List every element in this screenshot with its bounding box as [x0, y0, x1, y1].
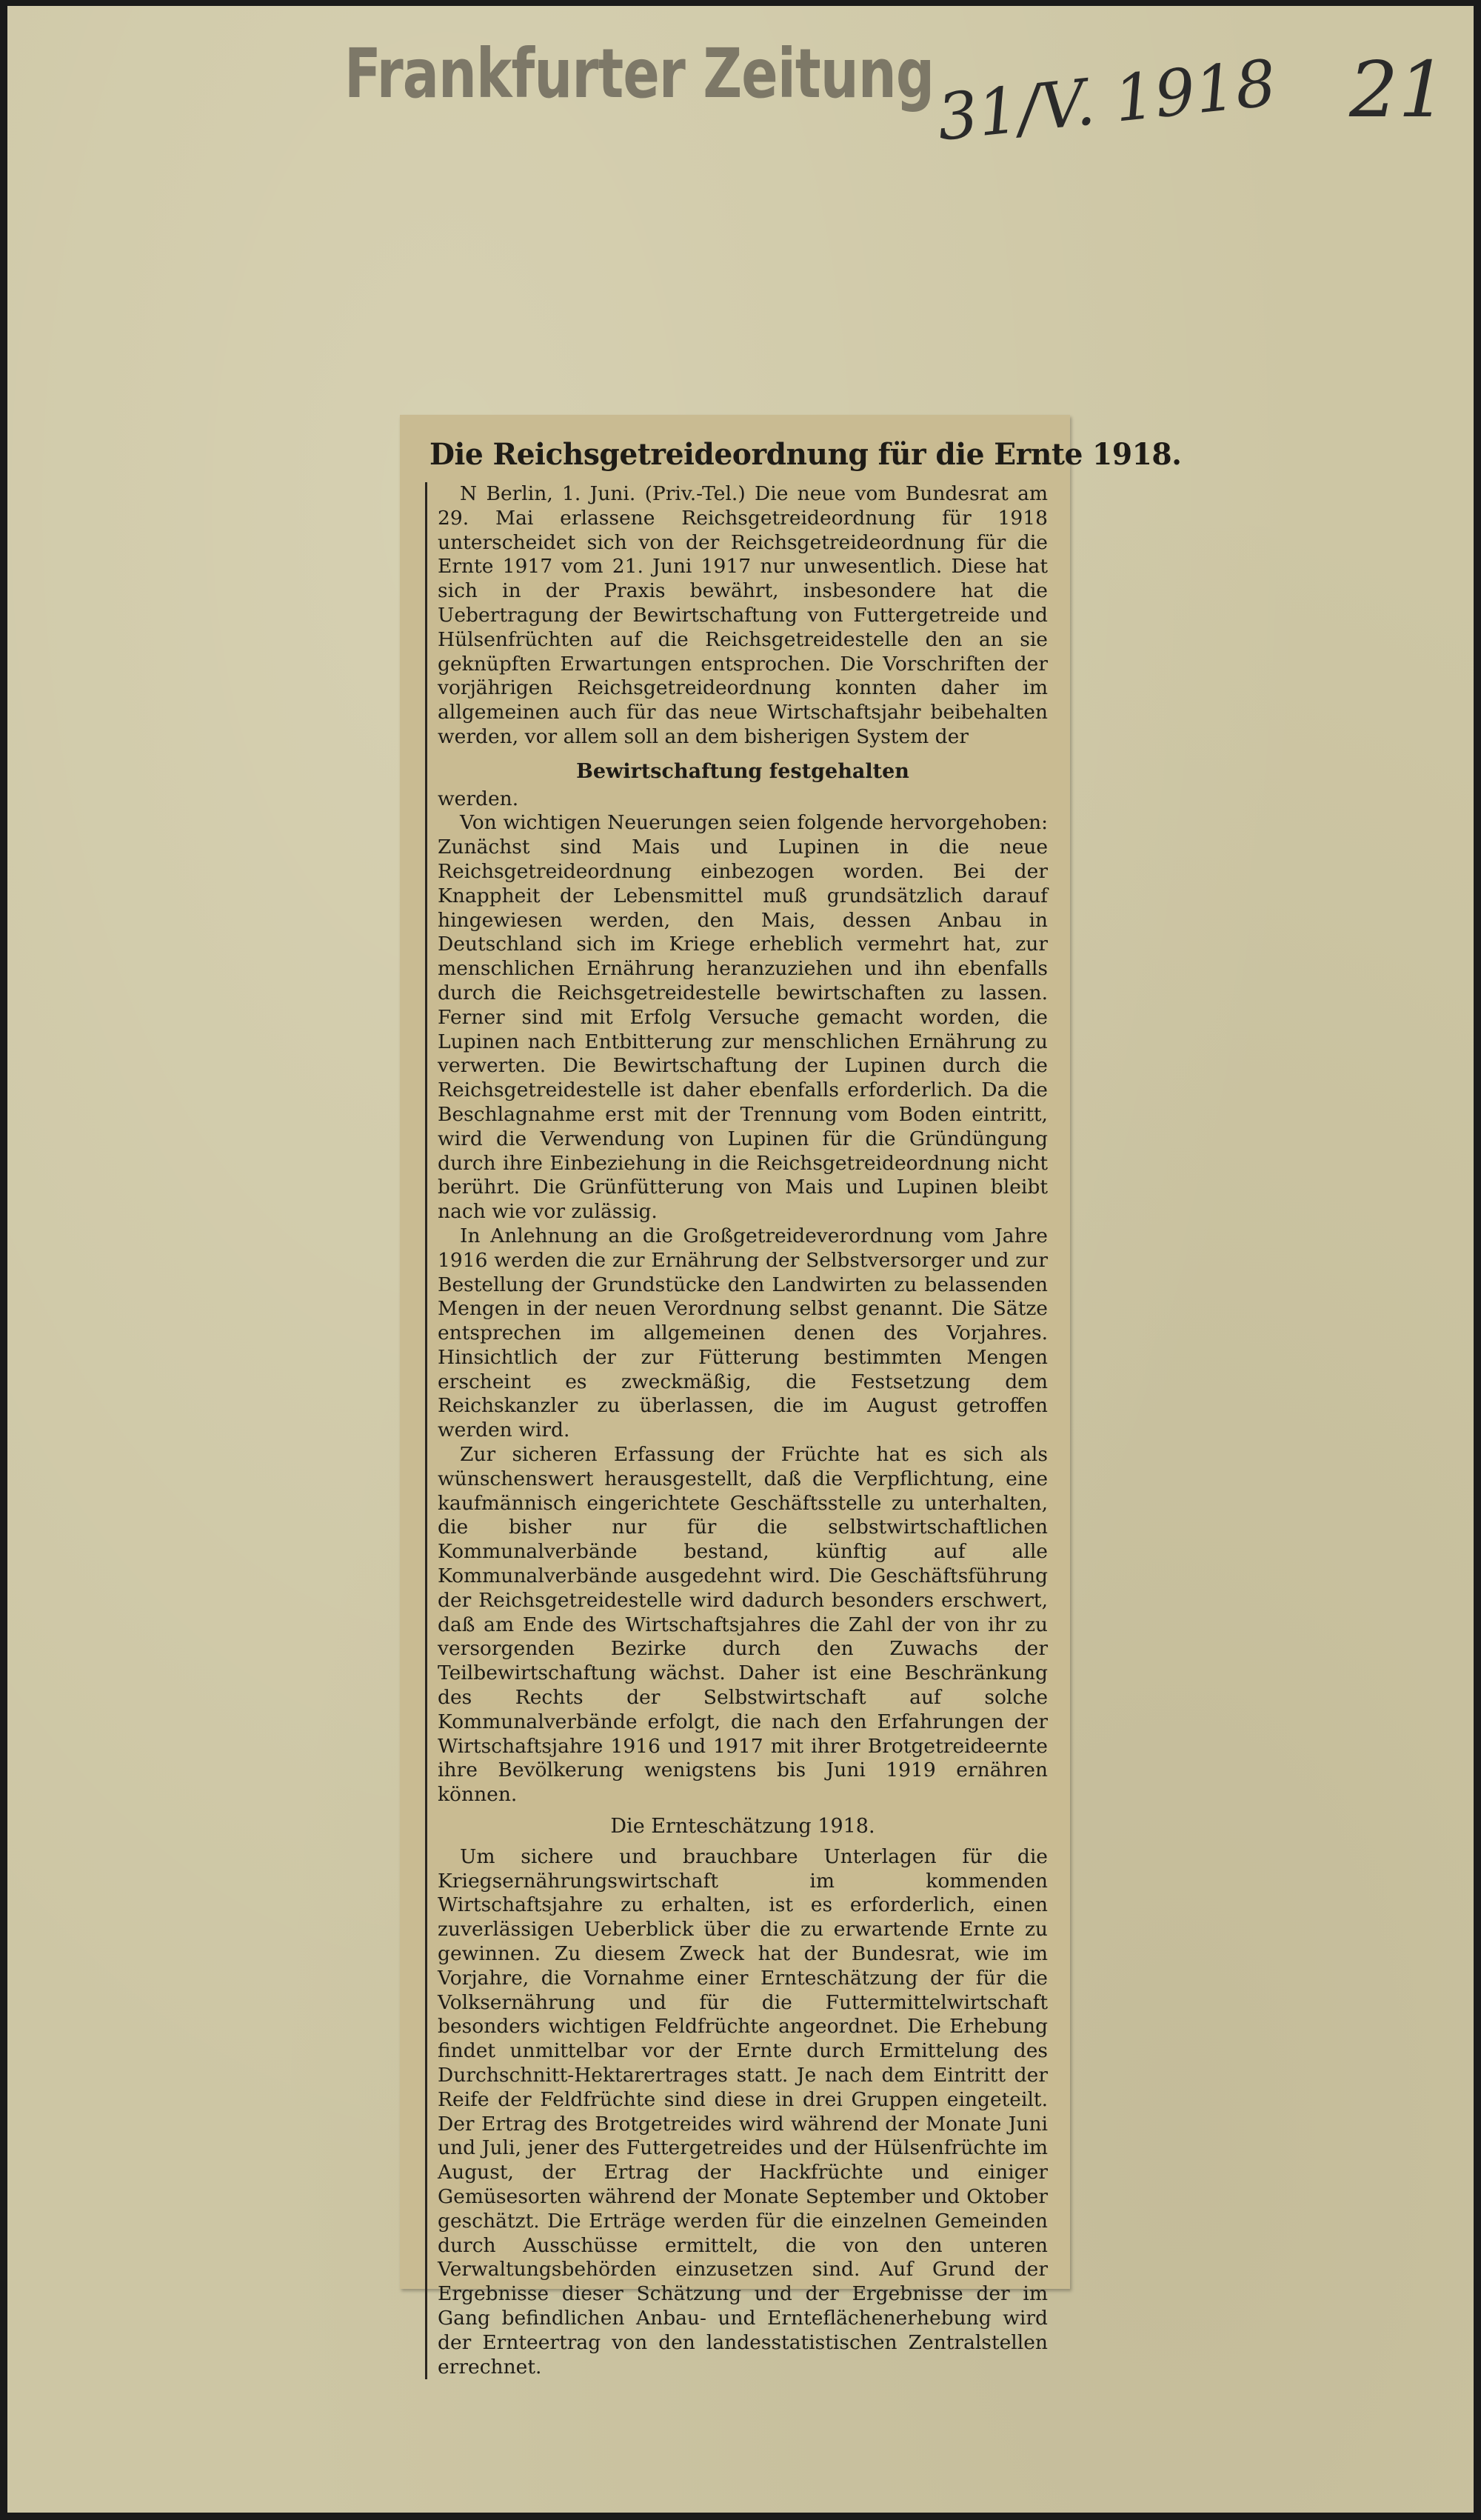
article-paragraph: werden.	[438, 787, 519, 810]
article-subheading: Die Ernteschätzung 1918.	[610, 1815, 875, 1839]
article-paragraph: N Berlin, 1. Juni. (Priv.-Tel.) Die neue vom Bundesrat am 29. Mai erlassene Reichsgetreideordnung für 1918 unterscheidet sich von der Reichsgetreideordnung für die Ernte 1917 vom 21. Juni 1917 nur unwesentlich. Diese hat sich in der Praxis bewährt, insbesondere hat die Uebertragung der Bewirtschaftung von Futtergetreide und Hülsenfrüchten auf die Reichsgetreidestelle den an sie geknüpften Erwartungen entsprochen. Die Vorschriften der vorjährigen Reichsgetreideordnung konnten daher im allgemeinen auch für das neue Wirtschaftsjahr beibehalten werden, vor allem soll an dem bisherigen System der	[438, 482, 1048, 748]
article-paragraph: Von wichtigen Neuerungen seien folgende hervorgehoben: Zunächst sind Mais und Lupinen in die neue Reichsgetreideordnung einbezogen worden. Bei der Knappheit der Lebensmittel muß grundsätzlich darauf hingewiesen werden, den Mais, dessen Anbau in Deutschland sich im Kriege erheblich vermehrt hat, zur menschlichen Ernährung heranzuziehen und ihn ebenfalls durch die Reichsgetreidestelle bewirtschaften zu lassen. Ferner sind mit Erfolg Versuche gemacht worden, die Lupinen nach Entbitterung zur menschlichen Ernährung zu verwerten. Die Bewirtschaftung der Lupinen durch die Reichsgetreidestelle ist daher ebenfalls erforderlich. Da die Beschlagnahme erst mit der Trennung vom Boden eintritt, wird die Verwendung von Lupinen für die Gründüngung durch ihre Einbeziehung in die Reichsgetreideordnung nicht berührt. Die Grünfütterung von Mais und Lupinen bleibt nach wie vor zulässig.	[438, 811, 1048, 1224]
article-title: Die Reichsgetreideordnung für die Ernte 1918.	[429, 437, 1182, 472]
handwritten-date: 31/V. 1918	[934, 46, 1280, 156]
article-paragraph: In Anlehnung an die Großgetreideverordnung vom Jahre 1916 werden die zur Ernährung der Selbstversorger und zur Bestellung der Grundstücke den Landwirten zu belassenden Mengen in der neuen Verordnung selbst genannt. Die Sätze entsprechen im allgemeinen denen des Vorjahres. Hinsichtlich der zur Fütterung bestimmten Mengen erscheint es zweckmäßig, die Festsetzung dem Reichskanzler zu überlassen, die im August getroffen werden wird.	[438, 1224, 1048, 1442]
newspaper-stamp: Frankfurter Zeitung	[344, 34, 935, 113]
article-subheading: Bewirtschaftung festgehalten	[576, 759, 909, 783]
article-paragraph: Zur sicheren Erfassung der Früchte hat es sich als wünschenswert herausgestellt, daß die Verpflichtung, eine kaufmännisch eingerichtete Geschäftsstelle zu unterhalten, die bisher nur für die selbstwirtschaftlichen Kommunalverbände bestand, künftig auf alle Kommunalverbände ausgedehnt wird. Die Geschäftsführung der Reichsgetreidestelle wird dadurch besonders erschwert, daß am Ende des Wirtschaftsjahres die Zahl der von ihr zu versorgenden Bezirke durch den Zuwachs der Teilbewirtschaftung wächst. Daher ist eine Beschränkung des Rechts der Selbstwirtschaft auf solche Kommunalverbände erfolgt, die nach den Erfahrungen der Wirtschaftsjahre 1916 und 1917 mit ihrer Brotgetreideernte ihre Bevölkerung wenigstens bis Juni 1919 ernähren können.	[438, 1443, 1048, 1807]
article-column	[425, 482, 1048, 2379]
newspaper-clipping	[400, 415, 1182, 2379]
article-paragraph: Um sichere und brauchbare Unterlagen für die Kriegsernährungswirtschaft im kommenden Wirtschaftsjahre zu erhalten, ist es erforderlich, einen zuverlässigen Ueberblick über die zu erwartende Ernte zu gewinnen. Zu diesem Zweck hat der Bundesrat, wie im Vorjahre, die Vornahme einer Ernteschätzung der für die Volksernährung und für die Futtermittelwirtschaft besonders wichtigen Feldfrüchte angeordnet. Die Erhebung findet unmittelbar vor der Ernte durch Ermittelung des Durchschnitt-Hektarertrages statt. Je nach dem Eintritt der Reife der Feldfrüchte sind diese in drei Gruppen eingeteilt. Der Ertrag des Brotgetreides wird während der Monate Juni und Juli, jener des Futtergetreides und der Hülsenfrüchte im August, der Ertrag der Hackfrüchte und einiger Gemüsesorten während der Monate September und Oktober geschätzt. Die Erträge werden für die einzelnen Gemeinden durch Ausschüsse ermittelt, die von den unteren Verwaltungsbehörden einzusetzen sind. Auf Grund der Ergebnisse dieser Schätzung und der Ergebnisse der im Gang befindlichen Anbau- und Ernteflächenerhebung wird der Ernteertrag von den landesstatistischen Zentralstellen errechnet.	[438, 1844, 1048, 2379]
handwritten-page-number: 21	[1349, 44, 1448, 135]
